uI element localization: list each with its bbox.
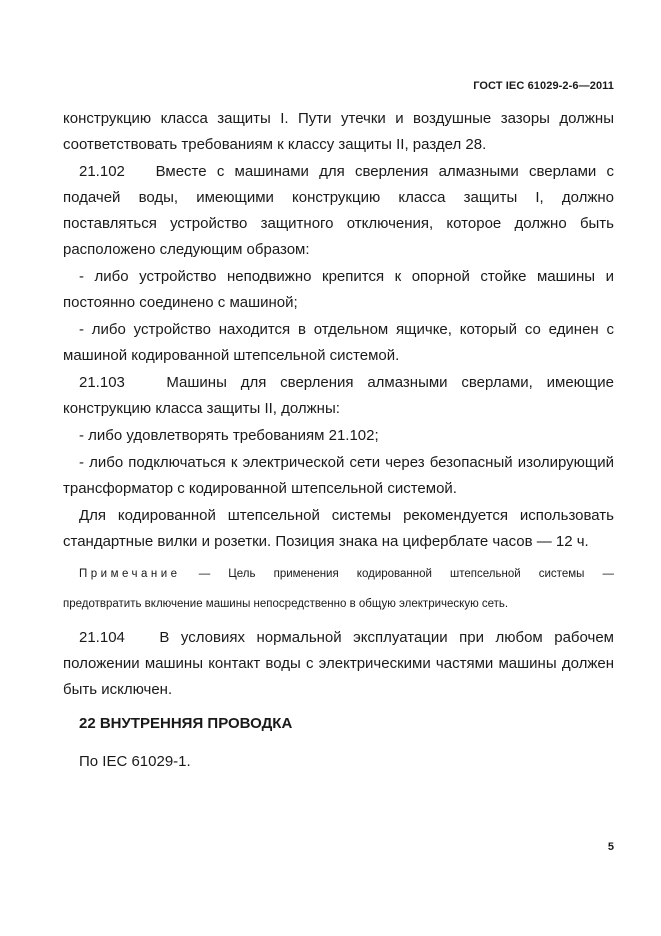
note-label: Примечание xyxy=(79,568,181,580)
note-text: — Цель применения кодированной штепсельной системы — xyxy=(198,568,614,580)
clause-21-103 xyxy=(63,370,614,422)
clause-text: Вместе с машинами для сверления алмазными сверлами с подачей воды, имеющими конструкцию класса защиты I, должно поставляться устройство защитного отключения, которое должно быть расположено следующим образом: xyxy=(63,163,614,258)
clause-text: Машины для сверления алмазными сверлами, имеющие конструкцию класса защиты II, должны: xyxy=(63,374,614,417)
note-line-2: предотвратить включение машины непосредственно в общую электрическую сеть. xyxy=(63,598,509,610)
document-code-header: ГОСТ IEC 61029-2-6—2011 xyxy=(473,80,614,92)
clause-number: 21.104 xyxy=(79,629,125,646)
clause-21-102 xyxy=(63,159,614,263)
clause-text: В условиях нормальной эксплуатации при любом рабочем положении машины контакт воды с электрическими частями машины должен быть исключен. xyxy=(63,629,614,698)
note-line-1 xyxy=(63,565,614,583)
section-body: По IEC 61029-1. xyxy=(79,753,191,770)
paragraph-continuation: конструкцию класса защиты I. Пути утечки и воздушные зазоры должны соответствовать требованиям к классу защиты II, раздел 28. xyxy=(63,110,614,153)
list-item-requirement-2: - либо подключаться к электрической сети через безопасный изолирующий трансформатор с кодированной штепсельной системой. xyxy=(63,454,614,497)
clause-number: 21.102 xyxy=(79,163,125,180)
section-heading: 22 ВНУТРЕННЯЯ ПРОВОДКА xyxy=(79,715,293,732)
page-content xyxy=(63,106,614,775)
list-item-requirement-1: - либо удовлетворять требованиям 21.102; xyxy=(79,427,379,444)
list-item-option-2: - либо устройство находится в отдельном ящичке, который со единен с машиной кодированной штепсельной системой. xyxy=(63,321,614,364)
clause-21-104 xyxy=(63,625,614,703)
page-number: 5 xyxy=(607,841,614,853)
clause-number: 21.103 xyxy=(79,374,125,391)
list-item-option-1: - либо устройство неподвижно крепится к опорной стойке машины и постоянно соединено с машиной; xyxy=(63,268,614,311)
recommendation-paragraph: Для кодированной штепсельной системы рекомендуется использовать стандартные вилки и розетки. Позиция знака на циферблате часов — 12 ч. xyxy=(63,507,614,550)
